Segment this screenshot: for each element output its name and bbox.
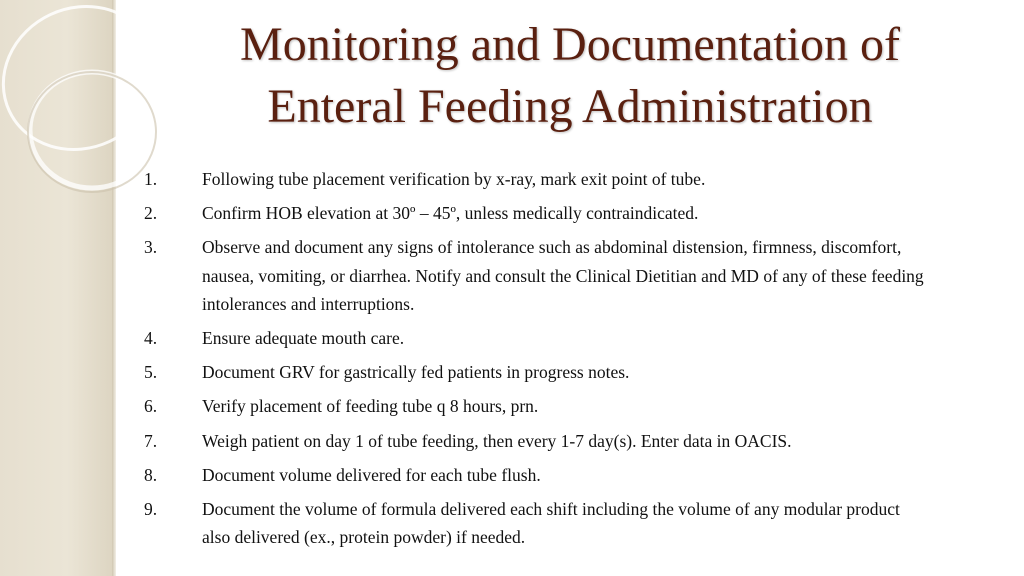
list-item xyxy=(144,461,924,490)
list-item-text: Document the volume of formula delivered each shift including the volume of any modular product also delivered (ex., protein powder) if needed. xyxy=(202,498,900,548)
list-item xyxy=(144,165,924,194)
slide-title-line-1: Monitoring and Documentation of xyxy=(240,18,900,71)
list-item-number: 9. xyxy=(144,498,158,519)
list-item-number: 4. xyxy=(144,328,158,349)
list-item-number: 8. xyxy=(144,464,158,485)
list-item xyxy=(144,392,924,421)
list-item-number: 7. xyxy=(144,430,158,451)
list-item xyxy=(144,495,924,552)
list-item-text: Verify placement of feeding tube q 8 hours, prn. xyxy=(202,396,539,417)
list-item xyxy=(144,199,924,228)
list-item-number: 3. xyxy=(144,237,158,258)
list-item xyxy=(144,358,924,387)
list-item-text: Observe and document any signs of intolerance such as abdominal distension, firmness, discomfort, nausea, vomiting, or diarrhea. Notify and consult the Clinical Dietitian and MD of any of these feeding intolerances and interruptions. xyxy=(202,237,924,315)
numbered-list xyxy=(144,165,924,557)
list-item-number: 1. xyxy=(144,169,158,189)
list-item xyxy=(144,324,924,353)
list-item xyxy=(144,427,924,456)
list-item-text: Ensure adequate mouth care. xyxy=(202,328,405,349)
list-item-number: 2. xyxy=(144,203,158,224)
list-item-number: 6. xyxy=(144,396,158,417)
list-item-text: Document volume delivered for each tube flush. xyxy=(202,464,541,485)
list-item-text: Following tube placement verification by x-ray, mark exit point of tube. xyxy=(202,169,706,189)
list-item-number: 5. xyxy=(144,362,158,383)
list-item-text: Weigh patient on day 1 of tube feeding, then every 1-7 day(s). Enter data in OACIS. xyxy=(202,430,792,451)
slide-title xyxy=(120,14,1020,138)
slide-title-line-2: Enteral Feeding Administration xyxy=(267,80,873,133)
list-item-text: Document GRV for gastrically fed patients in progress notes. xyxy=(202,362,630,383)
list-item xyxy=(144,233,924,319)
list-item-text: Confirm HOB elevation at 30º – 45º, unless medically contraindicated. xyxy=(202,203,699,224)
